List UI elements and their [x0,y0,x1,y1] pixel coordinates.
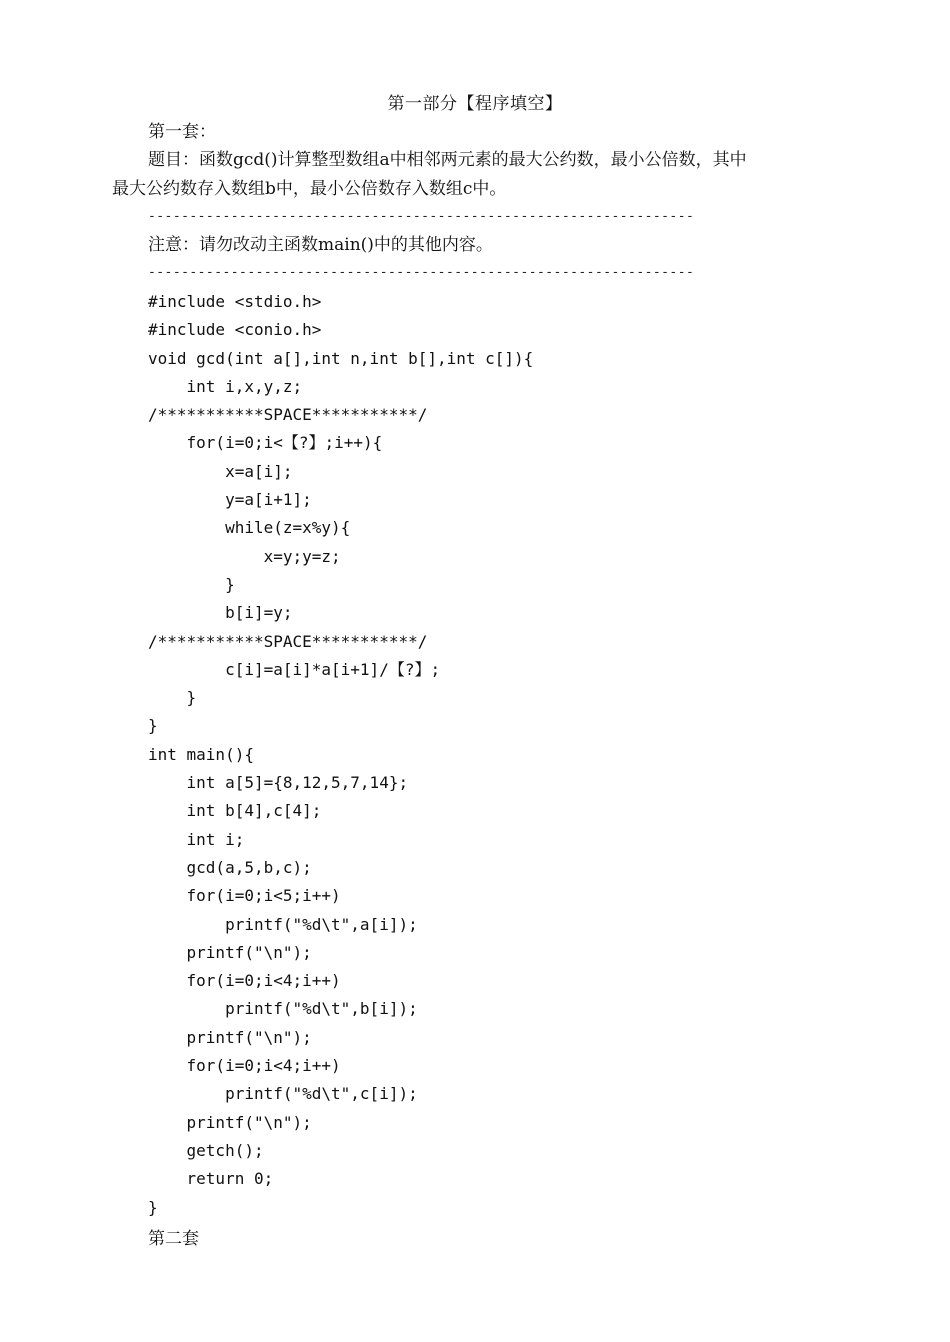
question-text-line-2: 最大公约数存入数组b中，最小公倍数存入数组c中。 [112,179,507,199]
code-line: while(z=x%y){ [148,518,351,538]
note-text: 注意：请勿改动主函数main()中的其他内容。 [148,235,493,255]
code-line: for(i=0;i<4;i++) [148,971,341,991]
separator-line-top: ------------------------------------------------------------------ [148,209,695,224]
code-line: printf("\n"); [148,942,312,962]
code-line: /***********SPACE***********/ [148,405,428,425]
question-text-line-1: 题目：函数gcd()计算整型数组a中相邻两元素的最大公约数，最小公倍数，其中 [148,150,747,170]
code-line: #include <conio.h> [148,320,322,340]
code-line: } [148,716,158,736]
code-line: /***********SPACE***********/ [148,631,428,651]
code-line: return 0; [148,1169,274,1189]
set-2-heading: 第二套 [148,1229,199,1249]
code-line: printf("\n"); [148,1112,312,1132]
code-line: int i,x,y,z; [148,376,303,396]
code-line: void gcd(int a[],int n,int b[],int c[]){ [148,348,534,368]
code-line: int b[4],c[4]; [148,801,322,821]
code-line: printf("%d\t",c[i]); [148,1084,418,1104]
code-line: for(i=0;i<4;i++) [148,1056,341,1076]
code-line: b[i]=y; [148,603,293,623]
code-line: for(i=0;i<5;i++) [148,886,341,906]
code-line: printf("%d\t",b[i]); [148,999,418,1019]
code-line: getch(); [148,1140,264,1160]
code-line: c[i]=a[i]*a[i+1]/【?】; [148,659,441,679]
code-line: #include <stdio.h> [148,292,322,311]
code-line: } [148,688,197,708]
set-1-heading: 第一套： [148,122,216,142]
code-line: int i; [148,829,245,849]
code-line: gcd(a,5,b,c); [148,857,312,877]
code-line: x=y;y=z; [148,546,341,566]
code-line: printf("%d\t",a[i]); [148,914,418,934]
section-title: 第一部分【程序填空】 [387,94,563,114]
code-line: int main(){ [148,744,254,764]
code-line: x=a[i]; [148,461,293,481]
code-line: } [148,1197,158,1217]
code-line: for(i=0;i<【?】;i++){ [148,433,383,453]
code-line: } [148,574,235,594]
code-block [148,288,533,1222]
code-line: y=a[i+1]; [148,490,312,510]
code-line: int a[5]={8,12,5,7,14}; [148,773,409,793]
separator-line-bottom: ------------------------------------------------------------------ [148,265,695,280]
code-line: printf("\n"); [148,1027,312,1047]
